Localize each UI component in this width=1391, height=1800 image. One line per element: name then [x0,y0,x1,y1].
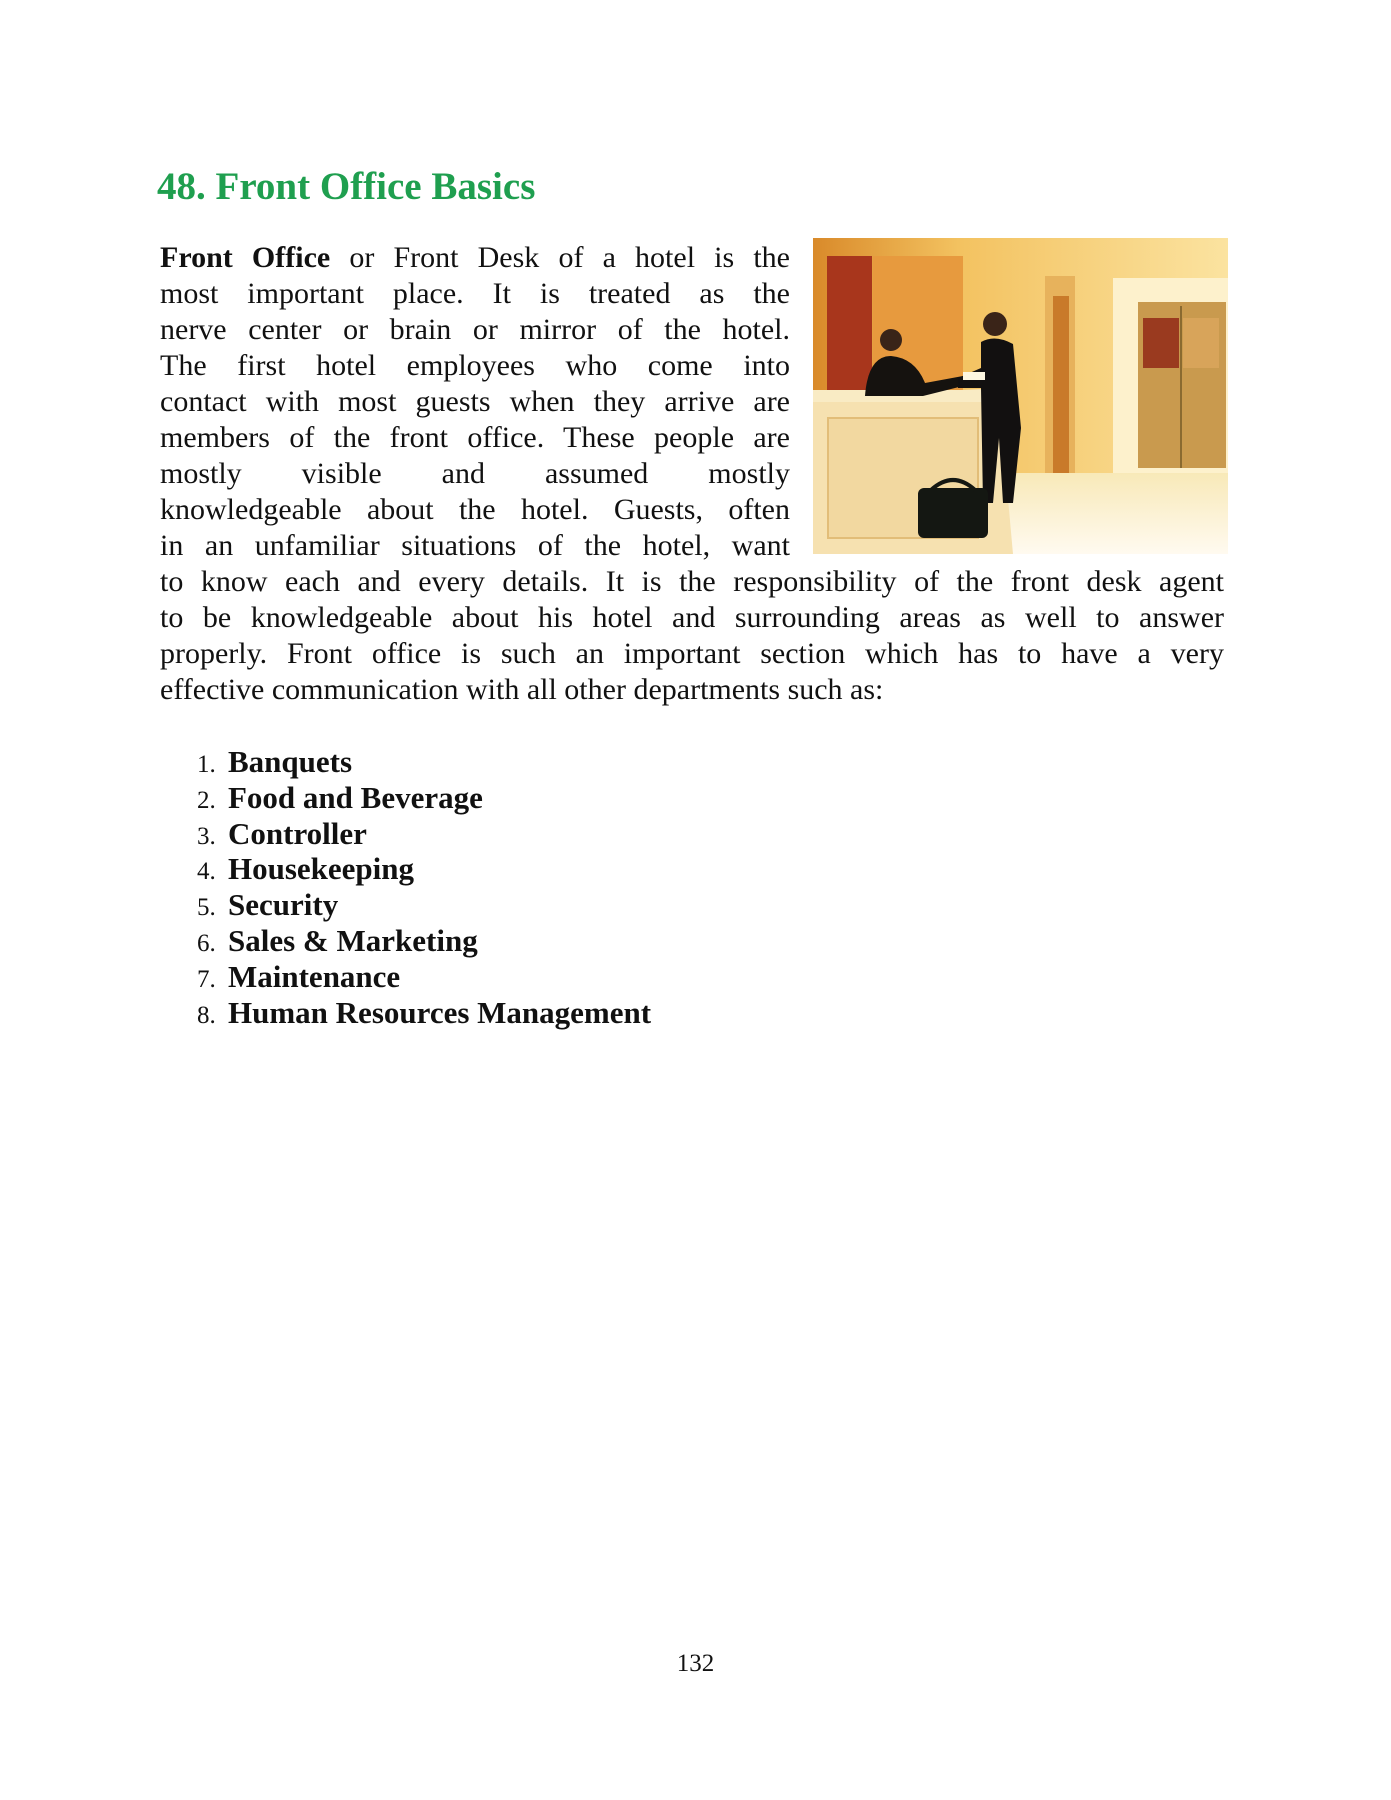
front-desk-photo [813,238,1228,554]
list-item: 8. Human Resources Management [197,994,652,1030]
paragraph-line: most important place. It is treated as the [160,277,790,310]
page-title: 48. Front Office Basics [157,165,536,208]
list-item: 3. Controller [197,815,367,851]
paragraph-line: Front Office or Front Desk of a hotel is the [160,241,790,274]
list-item: 1. Banquets [197,744,353,779]
paragraph-line: The first hotel employees who come into [160,349,790,382]
paragraph-line: members of the front office. These people are [160,421,790,454]
departments-list [160,744,651,1030]
list-item: 7. Maintenance [197,958,401,994]
paragraph-line: to be knowledgeable about his hotel and surrounding areas as well to answer [160,601,1224,634]
intro-bold-term: Front Office [160,241,331,274]
paragraph-line: knowledgeable about the hotel. Guests, often [160,493,790,526]
list-item: 6. Sales & Marketing [197,922,478,958]
paragraph-line: mostly visible and assumed mostly [160,457,790,490]
list-item: 5. Security [197,887,339,923]
page-number: 132 [676,1650,715,1677]
paragraph-line: in an unfamiliar situations of the hotel, want [160,529,790,562]
list-item: 4. Housekeeping [197,851,415,887]
paragraph-line: to know each and every details. It is the responsibility of the front desk agent [160,565,1224,598]
paragraph-line: nerve center or brain or mirror of the hotel. [160,313,790,346]
list-item: 2. Food and Beverage [197,779,483,815]
paragraph-line: contact with most guests when they arrive are [160,385,790,418]
paragraph-line: effective communication with all other departments such as: [160,673,884,706]
paragraph-line: properly. Front office is such an important section which has to have a very [160,637,1224,670]
